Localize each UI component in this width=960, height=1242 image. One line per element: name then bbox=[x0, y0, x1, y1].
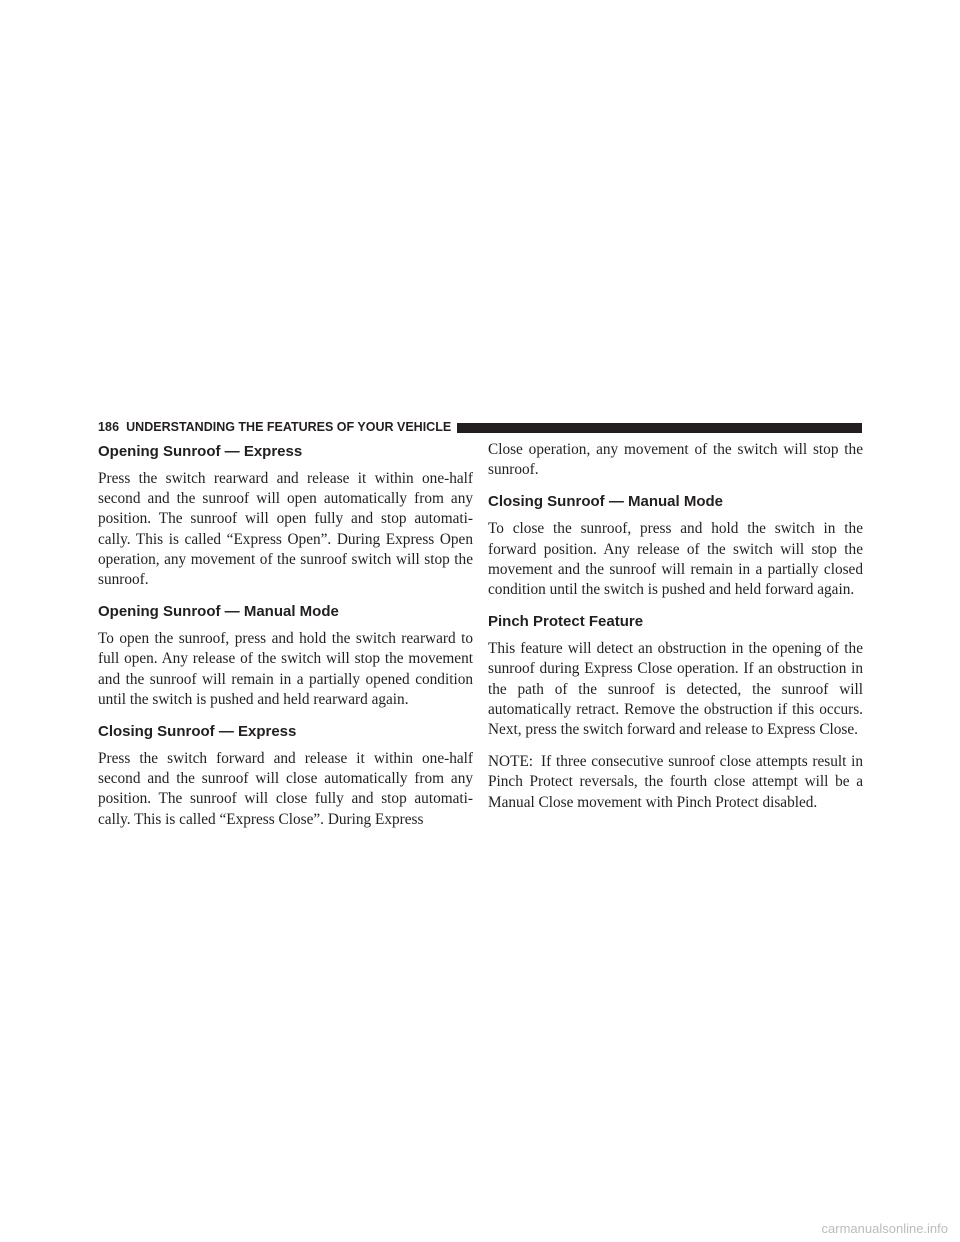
body-closing-manual: To close the sunroof, press and hold the switch in the forward position. Any release of the switch will stop the movement and the sunroof will remain in a partially closed condition until the switch is pushed and held forward again. bbox=[488, 520, 863, 599]
note-text: If three consecutive sunroof close attempts result in Pinch Protect reversals, the fourth close attempt will be a Manual Close movement with Pinch Protect disabled. bbox=[488, 753, 863, 811]
body-pinch-protect: This feature will detect an obstruction in the opening of the sunroof during Express Close operation. If an obstruction in the path of the sunroof is detected, the sunroof will automatically retract. Remove the obstruction if this occurs. Next, press the switch forward and release to Express Close. bbox=[488, 640, 863, 739]
heading-closing-manual: Closing Sunroof — Manual Mode bbox=[488, 493, 723, 511]
section-title: UNDERSTANDING THE FEATURES OF YOUR VEHICLE bbox=[126, 420, 452, 434]
page-number: 186 bbox=[98, 420, 120, 434]
body-closing-express: Press the switch forward and release it within one-half second and the sunroof will close automatically from any position. The sunroof will close fully and stop automati-cally. This is called “Express Close”. During Express bbox=[98, 750, 473, 828]
body-continuation: Close operation, any movement of the switch will stop the sunroof. bbox=[488, 441, 863, 479]
heading-closing-express: Closing Sunroof — Express bbox=[98, 723, 297, 741]
heading-pinch-protect: Pinch Protect Feature bbox=[488, 613, 644, 631]
body-opening-manual: To open the sunroof, press and hold the switch rearward to full open. Any release of the switch will stop the movement and the sunroof will remain in a partially opened condition until the switch is pushed and held rearward again. bbox=[98, 630, 473, 708]
note-paragraph bbox=[488, 752, 863, 813]
watermark: carmanualsonline.info bbox=[821, 1221, 948, 1236]
heading-opening-manual: Opening Sunroof — Manual Mode bbox=[98, 603, 339, 621]
right-column bbox=[488, 440, 863, 825]
heading-opening-express: Opening Sunroof — Express bbox=[98, 443, 303, 460]
header-rule bbox=[457, 423, 862, 433]
note-label: NOTE: bbox=[488, 753, 534, 771]
left-column bbox=[98, 440, 473, 842]
body-opening-express: Press the switch rearward and release it within one-half second and the sunroof will open automatically from any position. The sunroof will open fully and stop automati-cally. This is called “Express Open”. During Express Open operation, any movement of the sunroof switch will stop the sunroof. bbox=[98, 470, 473, 589]
page-header bbox=[98, 418, 862, 436]
